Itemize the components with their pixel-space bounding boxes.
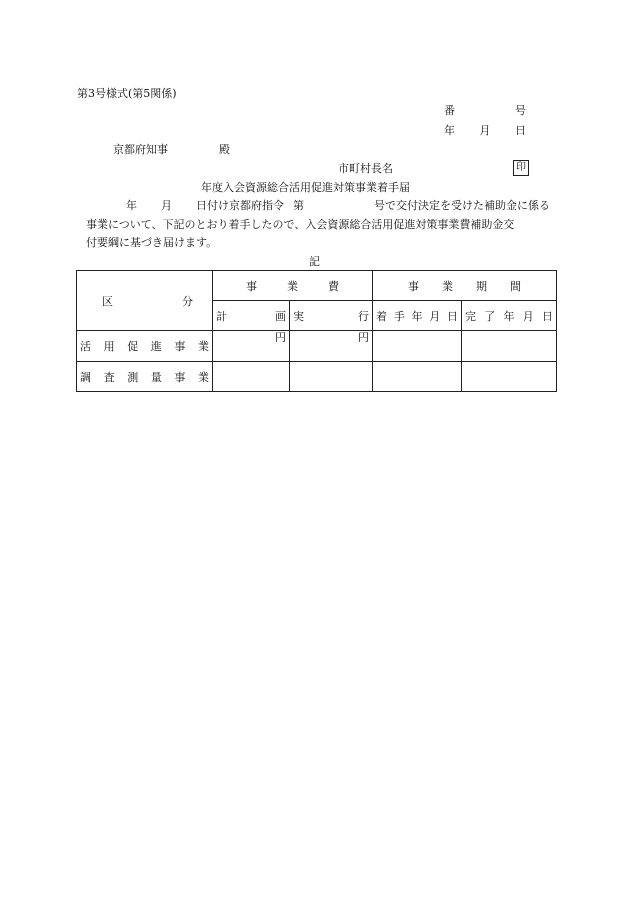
complete-char-1: 完 <box>465 309 476 323</box>
row2-char-4: 量 <box>150 370 162 384</box>
yen-unit: 円 <box>275 331 286 344</box>
body-dai: 第 <box>293 199 304 212</box>
complete-char-3: 年 <box>503 309 515 323</box>
actual-char-1: 実 <box>293 309 304 323</box>
cost-char-1: 事 <box>246 279 257 293</box>
body-dated: 日付け京都府指令 <box>196 199 284 212</box>
period-char-2: 業 <box>442 279 453 293</box>
row1-char-3: 促 <box>127 340 139 353</box>
row2-char-3: 測 <box>127 370 139 384</box>
form-number: 第3号様式(第5関係) <box>77 87 177 100</box>
complete-date-header <box>462 301 557 331</box>
document-number-line <box>444 104 526 117</box>
period-char-4: 間 <box>510 279 521 293</box>
row2-char-6: 業 <box>197 370 209 384</box>
table-row <box>77 362 557 392</box>
complete-date-cell <box>462 331 557 362</box>
cost-char-2: 業 <box>287 279 298 293</box>
complete-char-2: 了 <box>484 309 496 323</box>
honorific: 殿 <box>219 143 230 156</box>
date-year: 年 <box>444 124 455 137</box>
actual-header <box>290 301 373 331</box>
row1-char-2: 用 <box>103 340 115 353</box>
addressee: 京都府知事 <box>113 143 168 156</box>
kubun-header <box>77 271 213 331</box>
body-line-3: 付要綱に基づき届けます。 <box>86 236 218 249</box>
row1-char-5: 事 <box>174 340 186 353</box>
kubun-char-2: 分 <box>182 294 193 308</box>
table-row <box>77 331 557 362</box>
plan-cost-cell <box>213 362 290 392</box>
document-title: 年度入会資源総合活用促進対策事業着手届 <box>201 181 410 194</box>
period-header <box>373 271 557 301</box>
plan-header <box>213 301 290 331</box>
complete-date-cell <box>462 362 557 392</box>
period-char-1: 事 <box>408 279 419 293</box>
body-line-1 <box>126 199 550 212</box>
row2-char-1: 調 <box>80 370 91 384</box>
actual-cost-cell <box>290 331 373 362</box>
date-line <box>444 124 526 137</box>
kubun-char-1: 区 <box>102 294 113 308</box>
row-label <box>77 331 213 362</box>
yen-unit: 円 <box>358 331 369 344</box>
number-label: 番 <box>444 104 455 117</box>
row1-char-1: 活 <box>80 340 91 353</box>
start-date-header <box>373 301 462 331</box>
start-char-3: 年 <box>411 309 423 323</box>
row-label <box>77 362 213 392</box>
start-date-cell <box>373 331 462 362</box>
actual-char-2: 行 <box>358 309 369 323</box>
plan-cost-cell <box>213 331 290 362</box>
actual-cost-cell <box>290 362 373 392</box>
plan-char-1: 計 <box>216 309 227 323</box>
body-year: 年 <box>126 199 137 212</box>
body-month: 月 <box>161 199 172 212</box>
start-char-4: 月 <box>429 309 441 323</box>
complete-char-4: 月 <box>522 309 534 323</box>
applicant-name-label: 市町村長名 <box>338 162 393 175</box>
seal-mark: 印 <box>513 160 529 176</box>
cost-char-3: 費 <box>328 279 339 293</box>
body-line-1-suffix: 号で交付決定を受けた補助金に係る <box>374 199 550 212</box>
ki-marker: 記 <box>309 255 320 268</box>
row1-char-4: 進 <box>150 340 162 353</box>
start-char-2: 手 <box>393 309 405 323</box>
row1-char-6: 業 <box>197 340 209 353</box>
row2-char-2: 査 <box>103 370 115 384</box>
period-char-3: 期 <box>476 279 487 293</box>
row2-char-5: 事 <box>174 370 186 384</box>
cost-header <box>213 271 373 301</box>
project-table <box>76 270 557 392</box>
body-line-2: 事業について、下記のとおり着手したので、入会資源総合活用促進対策事業費補助金交 <box>86 218 515 231</box>
start-date-cell <box>373 362 462 392</box>
complete-char-5: 日 <box>542 309 553 323</box>
plan-char-2: 画 <box>275 309 286 323</box>
start-char-1: 着 <box>376 309 387 323</box>
date-month: 月 <box>479 124 491 137</box>
number-suffix: 号 <box>515 104 526 117</box>
date-day: 日 <box>515 124 526 137</box>
start-char-5: 日 <box>447 309 458 323</box>
